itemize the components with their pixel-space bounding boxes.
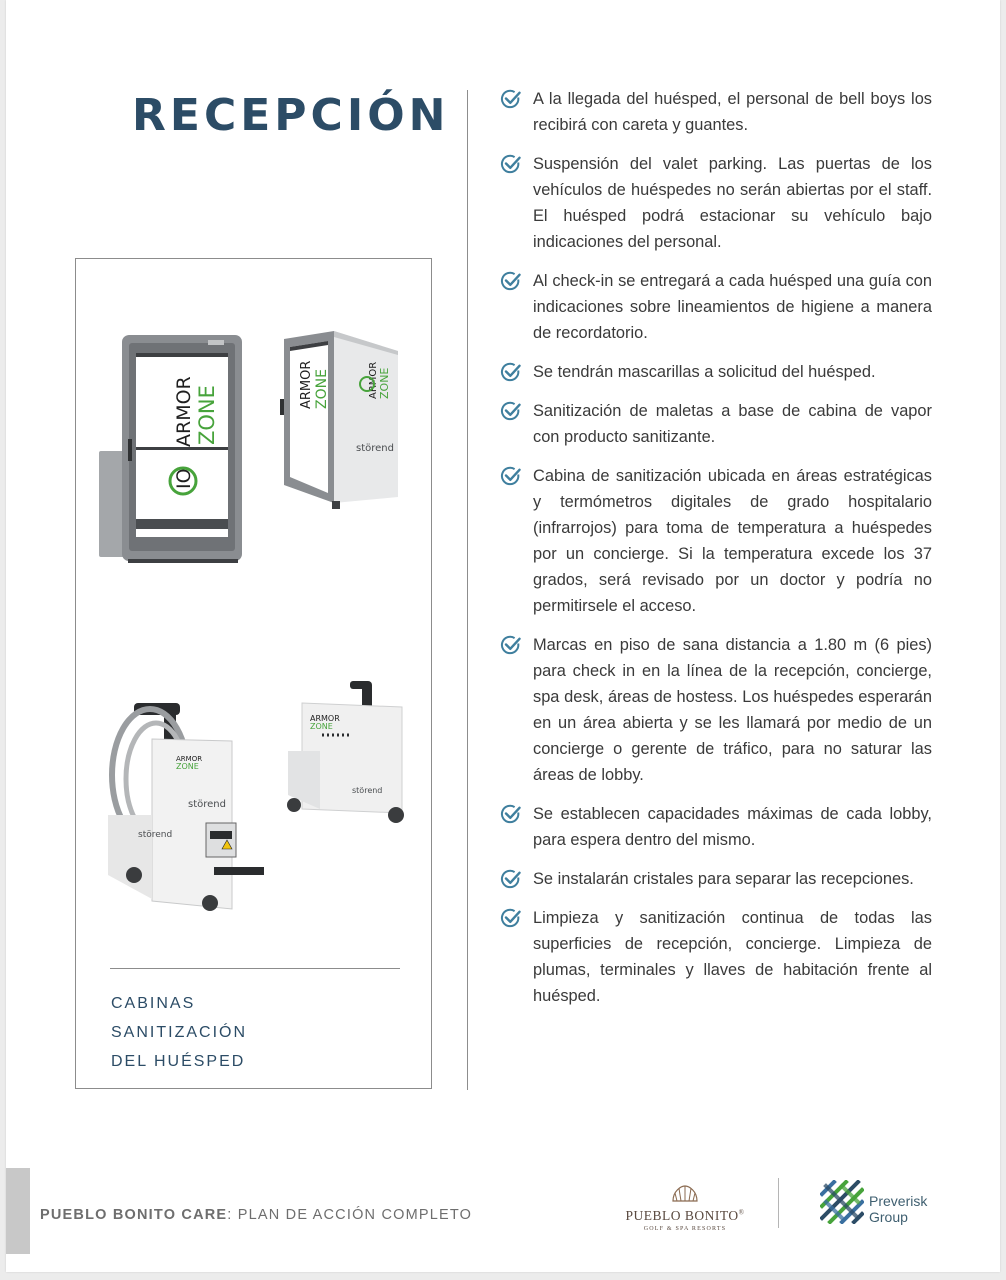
footer-accent-bar	[6, 1168, 30, 1254]
preverisk-logo-text	[869, 1193, 927, 1225]
steam-sanitizer-large-image	[98, 695, 274, 915]
list-item-text: Sanitización de maletas a base de cabina de vapor con producto sanitizante.	[533, 402, 932, 446]
list-item-text: Cabina de sanitización ubicada en áreas estratégicas y termómetros digitales de grado hospitalario (infrarrojos) para toma de temperatura a huéspedes por un concierge. Si la temperatura excede los 37 grados, será revisado por un doctor y podría no permitirsele el acceso.	[533, 467, 932, 615]
caption-line: DEL HUÉSPED	[111, 1053, 246, 1070]
list-item-text: Marcas en piso de sana distancia a 1.80 m (6 pies) para check in en la línea de la recepción, concierge, spa desk, áreas de hostess. Los huéspedes esperarán en un área abierta y se les llamará por medio de un concierge o gerente de tráfico, para no saturar las áreas de lobby.	[533, 636, 932, 784]
list-item	[500, 905, 932, 1009]
list-item	[500, 801, 932, 853]
image-caption	[111, 989, 247, 1076]
check-circle-icon	[500, 907, 522, 929]
seashell-logo-icon	[669, 1183, 701, 1203]
list-item	[500, 632, 932, 788]
footer-title	[40, 1207, 472, 1223]
footer-plan: : PLAN DE ACCIÓN COMPLETO	[227, 1207, 473, 1223]
svg-text:ZONE: ZONE	[378, 367, 391, 399]
logo-divider	[778, 1178, 779, 1228]
check-circle-icon	[500, 634, 522, 656]
check-circle-icon	[500, 465, 522, 487]
registered-mark: ®	[738, 1208, 745, 1217]
check-circle-icon	[500, 361, 522, 383]
check-circle-icon	[500, 400, 522, 422]
sanitizing-cabin-angled-image	[270, 329, 410, 511]
svg-text:ZONE: ZONE	[314, 369, 330, 409]
measures-list	[500, 86, 932, 1022]
list-item	[500, 866, 932, 892]
cabin-brand-armor: ARMOR	[173, 376, 195, 447]
svg-text:störend: störend	[138, 830, 173, 840]
check-circle-icon	[500, 270, 522, 292]
list-item	[500, 398, 932, 450]
list-item	[500, 463, 932, 619]
list-item-text: Limpieza y sanitización continua de todas las superficies de recepción, concierge. Limpieza de plumas, terminales y llaves de habitación frente al huésped.	[533, 909, 932, 1005]
cabin-brand-io: IO	[173, 468, 195, 489]
footer-brand: PUEBLO BONITO CARE	[40, 1207, 228, 1223]
cabin-brand-zone: ZONE	[195, 385, 219, 445]
list-item	[500, 151, 932, 255]
page-title: RECEPCIÓN	[132, 90, 450, 141]
check-circle-icon	[500, 803, 522, 825]
svg-text:störend: störend	[352, 786, 383, 795]
pueblo-bonito-logo	[620, 1183, 750, 1232]
preverisk-group: Group	[869, 1209, 908, 1225]
woven-squares-logo-icon	[820, 1180, 864, 1224]
svg-text:ARMOR: ARMOR	[299, 360, 314, 409]
caption-line: CABINAS	[111, 995, 196, 1012]
caption-rule	[110, 968, 400, 969]
pueblo-bonito-name: PUEBLO BONITO	[625, 1208, 739, 1223]
svg-text:ZONE: ZONE	[176, 762, 199, 771]
check-circle-icon	[500, 153, 522, 175]
check-circle-icon	[500, 88, 522, 110]
list-item	[500, 359, 932, 385]
list-item-text: Suspensión del valet parking. Las puertas de los vehículos de huéspedes no serán abiertas por el staff. El huésped podrá estacionar su vehículo bajo indicaciones del personal.	[533, 155, 932, 251]
cabin-maker-label: störend	[356, 443, 394, 454]
svg-text:ARMOR: ARMOR	[310, 714, 340, 723]
document-page	[6, 0, 1000, 1272]
check-circle-icon	[500, 868, 522, 890]
image-panel	[75, 258, 432, 1089]
svg-text:störend: störend	[188, 799, 226, 810]
svg-text:ZONE: ZONE	[310, 722, 333, 731]
list-item-text: Se tendrán mascarillas a solicitud del huésped.	[533, 363, 876, 381]
list-item	[500, 86, 932, 138]
list-item-text: A la llegada del huésped, el personal de bell boys los recibirá con careta y guantes.	[533, 90, 932, 134]
pueblo-bonito-subtitle: GOLF & SPA RESORTS	[643, 1226, 727, 1232]
list-item-text: Al check-in se entregará a cada huésped una guía con indicaciones sobre lineamientos de higiene a manera de recordatorio.	[533, 272, 932, 342]
sanitizing-cabin-front-image	[98, 331, 248, 567]
svg-text:ARMOR: ARMOR	[176, 755, 203, 763]
preverisk-name: Preverisk	[869, 1193, 928, 1209]
list-item-text: Se instalarán cristales para separar las recepciones.	[533, 870, 914, 888]
steam-sanitizer-small-image	[280, 677, 416, 827]
caption-line: SANITIZACIÓN	[111, 1024, 248, 1041]
list-item	[500, 268, 932, 346]
svg-text:ARMOR: ARMOR	[368, 361, 379, 399]
vertical-divider	[467, 90, 468, 1090]
list-item-text: Se establecen capacidades máximas de cada lobby, para espera dentro del mismo.	[533, 805, 932, 849]
